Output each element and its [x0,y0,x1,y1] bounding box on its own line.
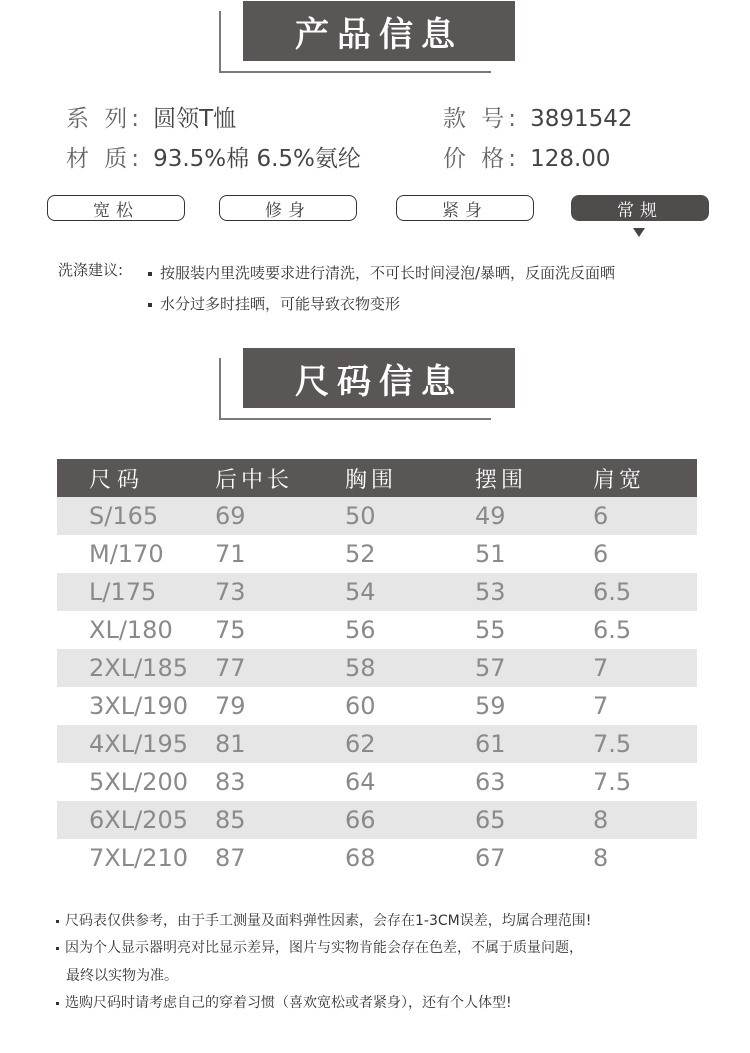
table-row [57,497,697,535]
cell-size: 2XL/185 [89,654,188,682]
header-size: 尺码 [89,467,146,493]
bullet-icon [56,920,59,923]
size-table [57,459,697,877]
cell-shoulder: 7 [593,692,609,720]
model-value: 3891542 [530,106,633,132]
note-item [56,992,512,1012]
note-text: 选购尺码时请考虑自己的穿着习惯（喜欢宽松或者紧身），还有个人体型! [65,995,512,1011]
cell-back-length: 73 [215,578,246,606]
cell-back-length: 71 [215,540,246,568]
cell-hem: 65 [475,806,506,834]
cell-back-length: 69 [215,502,246,530]
bullet-icon [148,272,152,276]
cell-chest: 66 [345,806,376,834]
table-row [57,535,697,573]
cell-shoulder: 6 [593,502,609,530]
wash-item-text: 水分过多时挂晒，可能导致衣物变形 [160,295,401,313]
material-label: 材 质: [66,146,144,172]
fit-option-slim: 修身 [219,195,357,221]
table-row [57,839,697,877]
header-back-length: 后中长 [215,467,294,493]
cell-shoulder: 8 [593,806,609,834]
material-field [66,140,361,173]
cell-hem: 53 [475,578,506,606]
wash-title: 洗涤建议: [58,261,124,279]
cell-hem: 51 [475,540,506,568]
cell-size: 3XL/190 [89,692,188,720]
cell-chest: 54 [345,578,376,606]
bullet-icon [148,303,152,307]
cell-shoulder: 6.5 [593,616,632,644]
cell-shoulder: 7 [593,654,609,682]
cell-size: 4XL/195 [89,730,188,758]
bullet-icon [56,1002,59,1005]
cell-back-length: 75 [215,616,246,644]
table-row [57,801,697,839]
header-hem: 摆围 [475,467,528,493]
cell-hem: 59 [475,692,506,720]
cell-back-length: 85 [215,806,246,834]
fit-option-tight: 紧身 [396,195,534,221]
note-item [56,910,591,930]
product-info-header [219,1,515,73]
note-text: 尺码表仅供参考，由于手工测量及面料弹性因素，会存在1-3CM误差，均属合理范围! [65,913,592,929]
wash-item [148,262,615,283]
cell-back-length: 81 [215,730,246,758]
series-field [66,100,236,133]
price-field [443,140,611,173]
wash-item [148,293,400,314]
cell-size: S/165 [89,502,159,530]
model-label: 款 号: [443,106,521,132]
price-label: 价 格: [443,146,521,172]
cell-shoulder: 7.5 [593,730,632,758]
cell-size: 6XL/205 [89,806,188,834]
model-field [443,100,633,133]
material-value: 93.5%棉 6.5%氨纶 [153,146,361,172]
cell-size: 7XL/210 [89,844,188,872]
cell-chest: 64 [345,768,376,796]
price-value: 128.00 [530,146,611,172]
cell-hem: 49 [475,502,506,530]
note-item [56,937,583,957]
cell-hem: 63 [475,768,506,796]
cell-hem: 57 [475,654,506,682]
cell-hem: 67 [475,844,506,872]
table-row [57,611,697,649]
wash-item-text: 按服装内里洗唛要求进行清洗，不可长时间浸泡/暴晒，反面洗反面晒 [160,264,616,282]
cell-back-length: 77 [215,654,246,682]
fit-option-loose: 宽松 [47,195,185,221]
series-value: 圆领T恤 [153,106,237,132]
cell-chest: 68 [345,844,376,872]
cell-chest: 50 [345,502,376,530]
cell-size: M/170 [89,540,164,568]
cell-size: L/175 [89,578,157,606]
note-text: 最终以实物为准。 [66,968,178,984]
table-row [57,649,697,687]
cell-chest: 60 [345,692,376,720]
fit-option-regular: 常规 [571,195,709,221]
table-body [57,497,697,877]
cell-shoulder: 6 [593,540,609,568]
series-label: 系 列: [66,106,144,132]
size-info-header [219,348,515,420]
cell-shoulder: 8 [593,844,609,872]
cell-chest: 58 [345,654,376,682]
cell-chest: 62 [345,730,376,758]
cell-back-length: 83 [215,768,246,796]
cell-hem: 61 [475,730,506,758]
selected-indicator-icon [633,228,645,237]
cell-back-length: 79 [215,692,246,720]
cell-back-length: 87 [215,844,246,872]
cell-size: XL/180 [89,616,173,644]
cell-hem: 55 [475,616,506,644]
table-row [57,687,697,725]
cell-size: 5XL/200 [89,768,188,796]
note-text: 因为个人显示器明亮对比显示差异，图片与实物肯能会存在色差，不属于质量问题， [65,940,583,956]
product-info-title: 产品信息 [243,1,515,61]
header-chest: 胸围 [345,467,398,493]
table-header [57,459,697,497]
cell-chest: 52 [345,540,376,568]
table-row [57,573,697,611]
table-row [57,725,697,763]
cell-chest: 56 [345,616,376,644]
size-info-title: 尺码信息 [243,348,515,408]
cell-shoulder: 7.5 [593,768,632,796]
cell-shoulder: 6.5 [593,578,632,606]
note-item-continued [66,965,178,985]
bullet-icon [56,947,59,950]
table-row [57,763,697,801]
header-shoulder: 肩宽 [593,467,646,493]
